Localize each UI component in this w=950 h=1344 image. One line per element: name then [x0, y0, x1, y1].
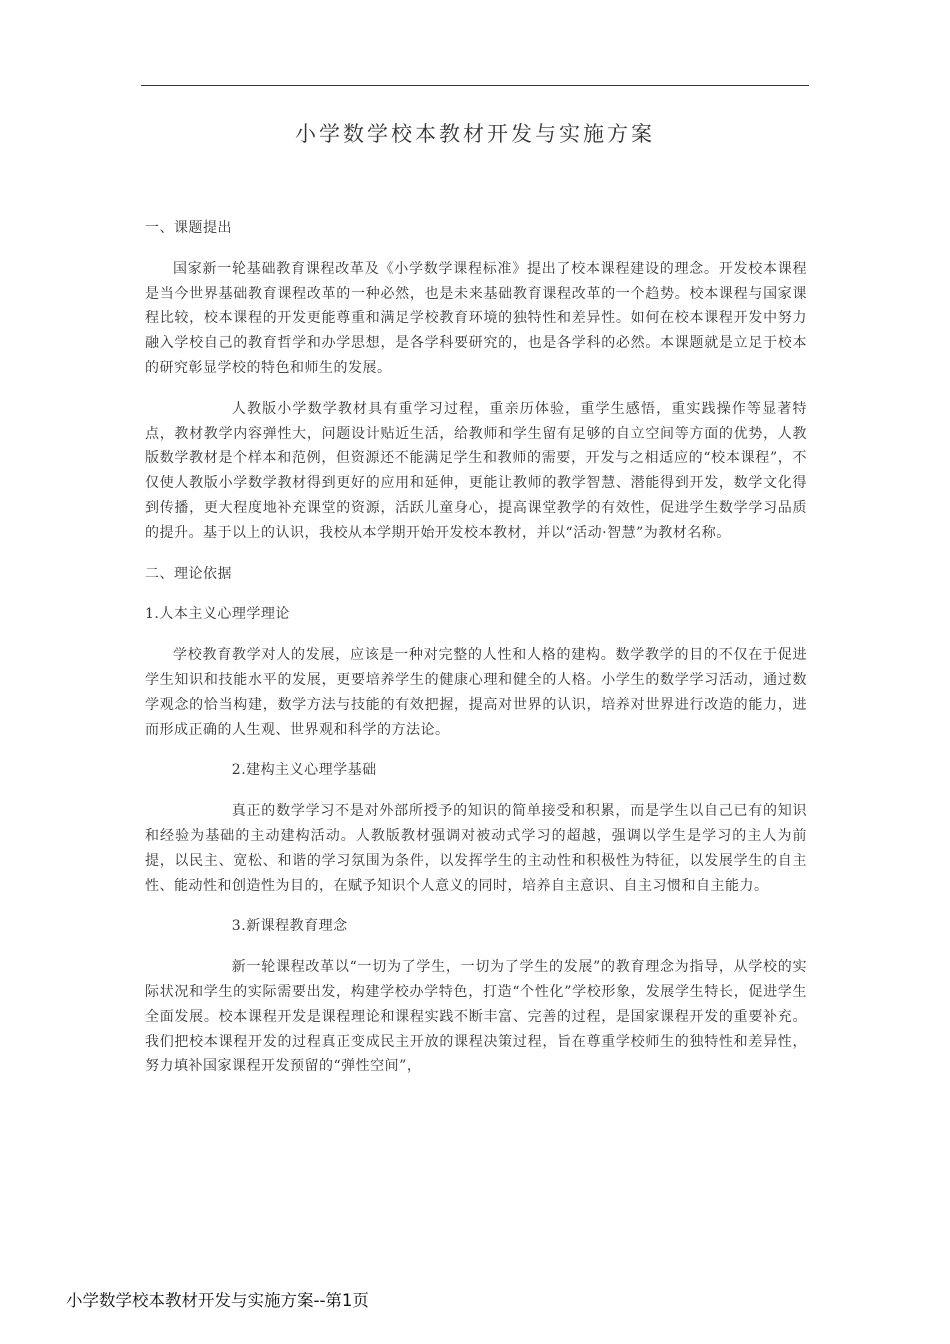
section-heading-1: 一、课题提出: [145, 220, 232, 236]
paragraph: 真正的数学学习不是对外部所授予的知识的简单接受和积累，而是学生以自己已有的知识和经验为基础的主动建构活动。人教版教材强调对被动式学习的超越，强调以学生是学习的主人为前提，以民主、宽松、和谐的学习氛围为条件，以发挥学生的主动性和积极性为特征，以发展学生的自主性、能动性和创造性为目的，在赋予知识个人意义的同时，培养自主意识、自主习惯和自主能力。: [145, 803, 807, 894]
section-heading-2: 二、理论依据: [145, 565, 232, 582]
paragraph: 国家新一轮基础教育课程改革及《小学数学课程标准》提出了校本课程建设的理念。开发校本课程是当今世界基础教育课程改革的一种必然，也是未来基础教育课程改革的一个趋势。校本课程与国家课程比较，校本课程的开发更能尊重和满足学校教育环境的独特性和差异性。如何在校本课程开发中努力融入学校自己的教育哲学和办学思想，是各学科要研究的，也是各学科的必然。本课题就是立足于校本的研究彰显学校的特色和师生的发展。: [145, 260, 807, 376]
paragraph: 新一轮课程改革以“一切为了学生，一切为了学生的发展”的教育理念为指导，从学校的实际状况和学生的实际需要出发，构建学校办学特色，打造“个性化”学校形象，发展学生特长，促进学生全面发展。校本课程开发是课程理论和课程实践不断丰富、完善的过程，是国家课程开发的重要补充。我们把校本课程开发的过程真正变成民主开放的课程决策过程，旨在尊重学校师生的独特性和差异性，努力填补国家课程开发预留的“弹性空间”，: [145, 959, 807, 1075]
subsection-heading-3: 3.新课程教育理念: [231, 918, 348, 935]
page-footer: 小学数学校本教材开发与实施方案--第1页: [66, 1291, 369, 1310]
paragraph: 学校教育教学对人的发展，应该是一种对完整的人性和人格的建构。数学教学的目的不仅在于促进学生知识和技能水平的发展，更要培养学生的健康心理和健全的人格。小学生的数学学习活动，通过数学观念的恰当构建，数学方法与技能的有效把握，提高对世界的认识，培养对世界进行改造的能力，进而形成正确的人生观、世界观和科学的方法论。: [145, 647, 807, 738]
subsection-heading-2: 2.建构主义心理学基础: [231, 762, 377, 779]
paragraph: 人教版小学数学教材具有重学习过程，重亲历体验，重学生感悟，重实践操作等显著特点，教材教学内容弹性大，问题设计贴近生活，给教师和学生留有足够的自立空间等方面的优势，人教版数学教材是个样本和范例，但资源还不能满足学生和教师的需要，开发与之相适应的“校本课程”，不仅使人教版小学数学教材得到更好的应用和延伸，更能让教师的教学智慧、潜能得到开发，数学文化得到传播，更大程度地补充课堂的资源，活跃儿童身心，提高课堂教学的有效性，促进学生数学学习品质的提升。基于以上的认识，我校从本学期开始开发校本教材，并以“活动·智慧”为教材名称。: [145, 400, 807, 541]
subsection-heading-1: 1.人本主义心理学理论: [145, 606, 290, 623]
document-body: [145, 216, 807, 1095]
header-rule: [141, 85, 809, 86]
document-title: 小学数学校本教材开发与实施方案: [295, 122, 655, 146]
